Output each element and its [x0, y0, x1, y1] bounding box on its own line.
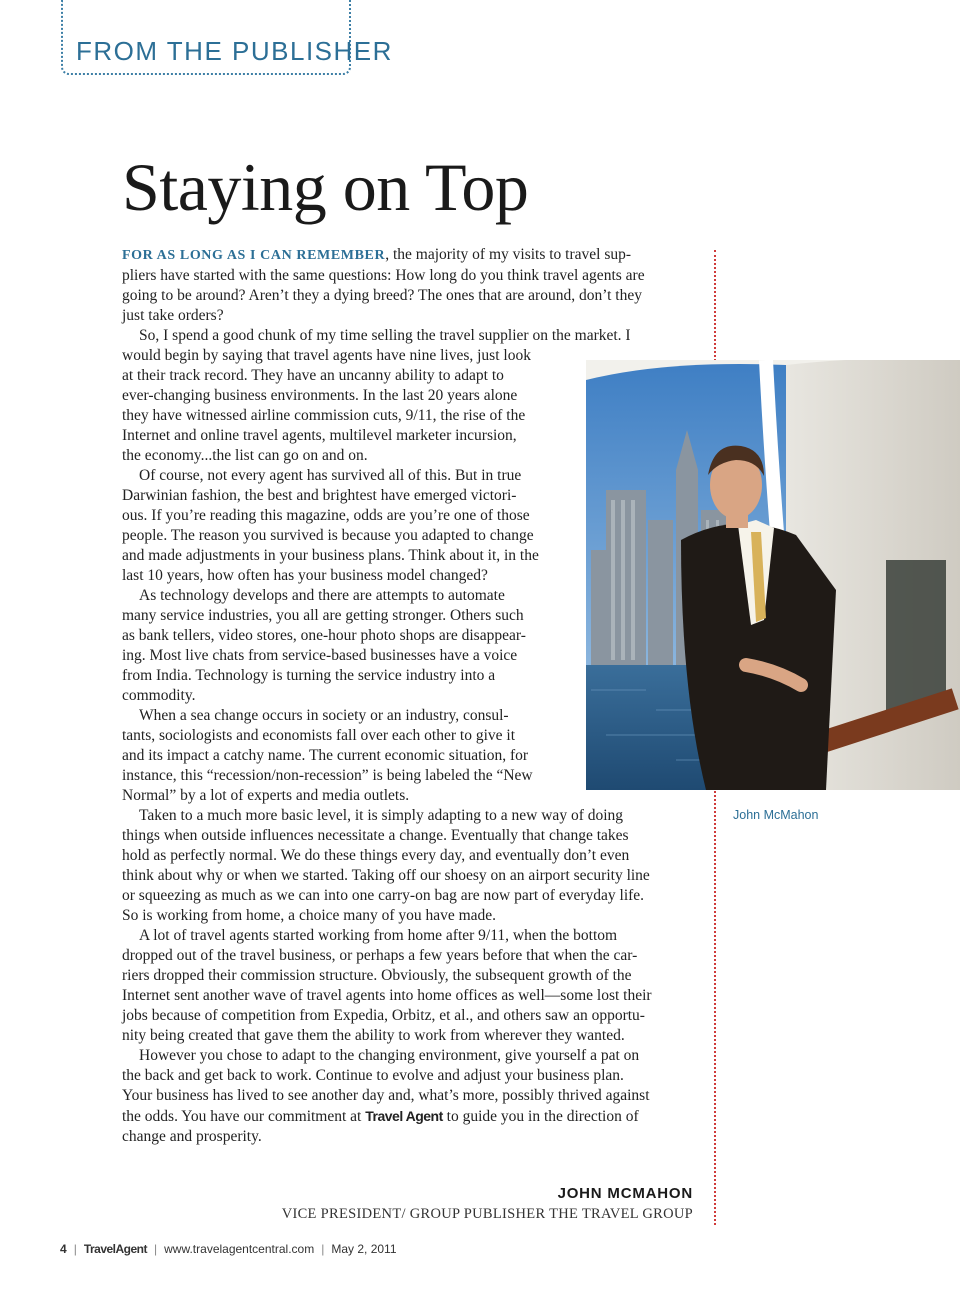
body-line: would begin by saying that travel agents have nine lives, just look [122, 347, 531, 364]
body-line: However you chose to adapt to the changing environment, give yourself a pat on [139, 1047, 640, 1064]
body-line: change and prosperity. [122, 1128, 262, 1145]
signature-name: JOHN MCMAHON [557, 1185, 693, 1202]
body-line: Taken to a much more basic level, it is simply adapting to a new way of doing [139, 807, 624, 824]
body-line: dropped out of the travel business, or perhaps a few years before that when the car- [122, 947, 638, 964]
footer-separator: | [73, 1242, 77, 1256]
photo-caption: John McMahon [733, 808, 819, 822]
body-line: Darwinian fashion, the best and brightest have emerged victori- [122, 487, 517, 504]
travel-agent-brand-inline: Travel Agent [365, 1108, 443, 1124]
body-line: the back and get back to work. Continue to evolve and adjust your business plan. [122, 1067, 624, 1084]
body-line: last 10 years, how often has your business model changed? [122, 567, 488, 584]
body-line: people. The reason you survived is because you adapted to change [122, 527, 534, 544]
body-line: or squeezing as much as we can into one carry-on bag are now part of everyday life. [122, 887, 645, 904]
body-line: from India. Technology is turning the service industry into a [122, 667, 496, 684]
body-line: just take orders? [122, 307, 224, 324]
article-headline: Staying on Top [122, 149, 529, 225]
body-line: and made adjustments in your business plans. Think about it, in the [122, 547, 539, 564]
article-body [122, 245, 652, 1147]
body-line: As technology develops and there are attempts to automate [139, 587, 505, 604]
body-line: going to be around? Aren’t they a dying breed? The ones that are around, don’t they [122, 287, 642, 304]
body-line: the odds. You have our commitment at Travel Agent to guide you in the direction of [122, 1108, 639, 1125]
section-label: FROM THE PUBLISHER [76, 36, 393, 66]
footer-url: www.travelagentcentral.com [164, 1242, 315, 1256]
body-line: tants, sociologists and economists fall over each other to give it [122, 727, 516, 744]
footer-brand: TravelAgent [83, 1242, 148, 1256]
body-line: A lot of travel agents started working from home after 9/11, when the bottom [139, 927, 618, 944]
publisher-photo [586, 360, 960, 790]
body-line: the economy...the list can go on and on. [122, 447, 368, 464]
body-line: commodity. [122, 687, 196, 704]
footer-separator: | [321, 1242, 325, 1256]
body-line: Internet and online travel agents, multilevel marketer incursion, [122, 427, 517, 444]
lead-in-caps: FOR AS LONG AS I CAN REMEMBER [122, 248, 386, 263]
body-line: ing. Most live chats from service-based businesses have a voice [122, 647, 518, 664]
body-line: hold as perfectly normal. We do these things every day, and eventually don’t even [122, 847, 630, 864]
body-line: riers dropped their commission structure. Obviously, the subsequent growth of the [122, 967, 632, 984]
body-line: FOR AS LONG AS I CAN REMEMBER, the majority of my visits to travel sup- [122, 246, 632, 263]
body-line: think about why or when we started. Taking off our shoesy on an airport security line [122, 867, 650, 884]
footer-date: May 2, 2011 [331, 1242, 397, 1256]
body-line: Normal” by a lot of experts and media outlets. [122, 787, 410, 804]
body-line: they have witnessed airline commission cuts, 9/11, the rise of the [122, 407, 526, 424]
body-line: jobs because of competition from Expedia, Orbitz, et al., and others saw an opportu- [122, 1007, 645, 1024]
body-line: ever-changing business environments. In the last 20 years alone [122, 387, 518, 404]
body-line: So, I spend a good chunk of my time selling the travel supplier on the market. I [139, 327, 631, 344]
body-line: things when outside influences necessitate a change. Eventually that change takes [122, 827, 629, 844]
body-line: Internet sent another wave of travel agents into home offices as well—some lost their [122, 987, 652, 1004]
body-line: ous. If you’re reading this magazine, odds are you’re one of those [122, 507, 530, 524]
body-line: and its impact a catchy name. The current economic situation, for [122, 747, 529, 764]
signature-title: VICE PRESIDENT/ GROUP PUBLISHER THE TRAVEL GROUP [281, 1206, 693, 1222]
body-line: pliers have started with the same questions: How long do you think travel agents are [122, 267, 645, 284]
body-line: nity being created that gave them the ability to work from wherever they wanted. [122, 1027, 625, 1044]
body-line: Your business has lived to see another day and, what’s more, possibly thrived against [122, 1087, 650, 1104]
body-line: Of course, not every agent has survived all of this. But in true [139, 467, 522, 484]
body-line: many service industries, you all are getting stronger. Others such [122, 607, 524, 624]
body-line: So is working from home, a choice many of you have made. [122, 907, 497, 924]
footer-separator: | [154, 1242, 158, 1256]
page-number: 4 [60, 1242, 67, 1256]
body-line: at their track record. They have an uncanny ability to adapt to [122, 367, 504, 384]
page-footer [60, 1242, 397, 1256]
publisher-photo-illustration [586, 360, 960, 790]
body-line: instance, this “recession/non-recession” is being labeled the “New [122, 767, 533, 784]
body-line: as bank tellers, video stores, one-hour photo shops are disappear- [122, 627, 526, 644]
body-line: When a sea change occurs in society or an industry, consul- [139, 707, 509, 724]
